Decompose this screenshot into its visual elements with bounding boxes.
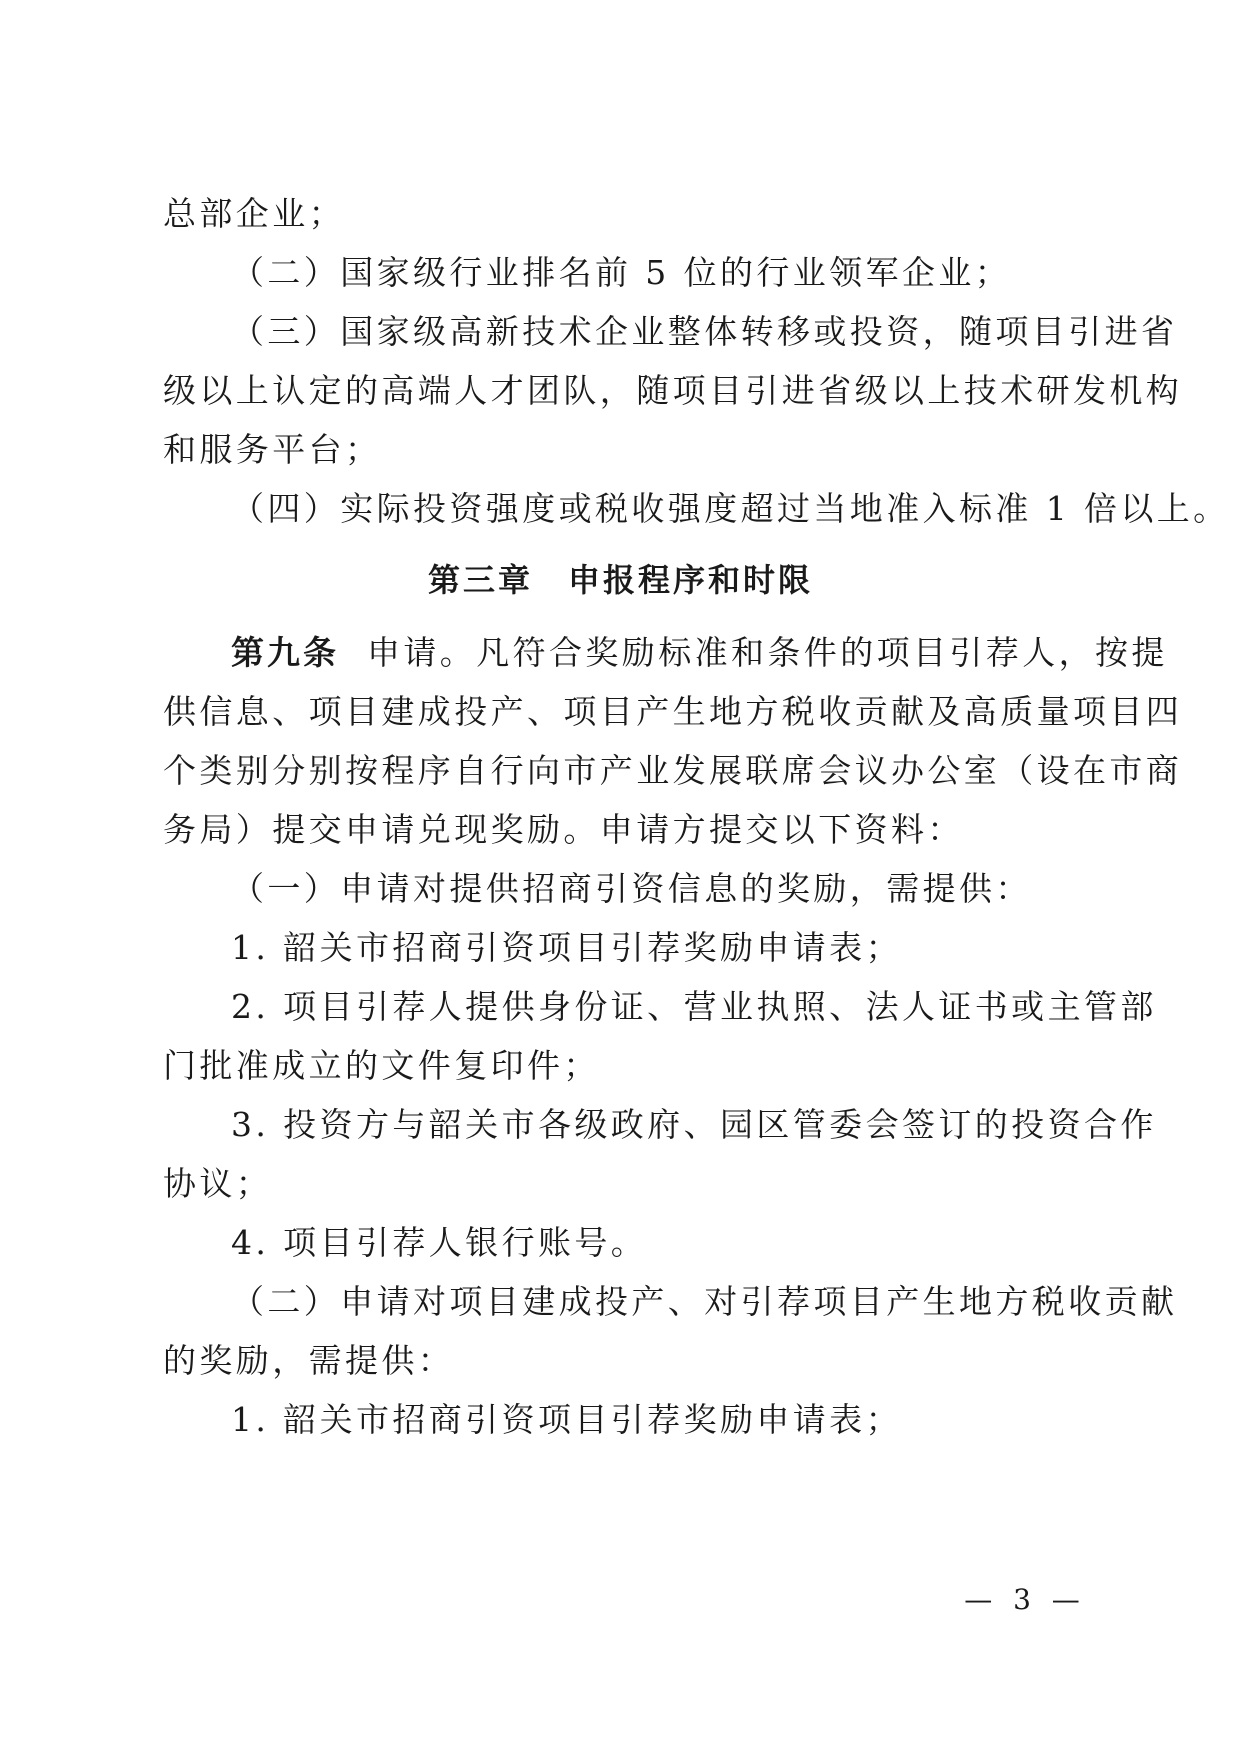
list-item: 3. 投资方与韶关市各级政府、园区管委会签订的投资合作 <box>231 1105 1157 1144</box>
text-line: 个类别分别按程序自行向市产业发展联席会议办公室（设在市商 <box>163 751 1183 790</box>
article-text: 申请。凡符合奖励标准和条件的项目引荐人，按提 <box>367 633 1168 672</box>
list-item: 4. 项目引荐人银行账号。 <box>231 1223 648 1262</box>
text-line: 级以上认定的高端人才团队，随项目引进省级以上技术研发机构 <box>163 371 1183 410</box>
list-item: 2. 项目引荐人提供身份证、营业执照、法人证书或主管部 <box>231 987 1157 1026</box>
text-line: 供信息、项目建成投产、项目产生地方税收贡献及高质量项目四 <box>163 692 1183 731</box>
page-number: — 3 — <box>964 1583 1086 1616</box>
text-line: 总部企业； <box>163 194 345 233</box>
text-line: 的奖励，需提供： <box>163 1341 455 1380</box>
list-item: （四）实际投资强度或税收强度超过当地准入标准 1 倍以上。 <box>231 489 1230 528</box>
article-label: 第九条 <box>231 633 339 672</box>
list-item: （二）申请对项目建成投产、对引荐项目产生地方税收贡献 <box>231 1282 1178 1321</box>
text-line: 协议； <box>163 1164 273 1203</box>
list-item: （三）国家级高新技术企业整体转移或投资，随项目引进省 <box>231 312 1178 351</box>
article-first-line <box>231 633 1168 673</box>
text-line: 门批准成立的文件复印件； <box>163 1046 600 1085</box>
list-item: （一）申请对提供招商引资信息的奖励，需提供： <box>231 869 1032 908</box>
list-item: （二）国家级行业排名前 5 位的行业领军企业； <box>231 253 1012 292</box>
text-line: 和服务平台； <box>163 430 382 469</box>
chapter-heading: 第三章 申报程序和时限 <box>427 561 813 599</box>
list-item: 1. 韶关市招商引资项目引荐奖励申请表； <box>231 1400 902 1439</box>
list-item: 1. 韶关市招商引资项目引荐奖励申请表； <box>231 928 902 967</box>
text-line: 务局）提交申请兑现奖励。申请方提交以下资料： <box>163 810 964 849</box>
